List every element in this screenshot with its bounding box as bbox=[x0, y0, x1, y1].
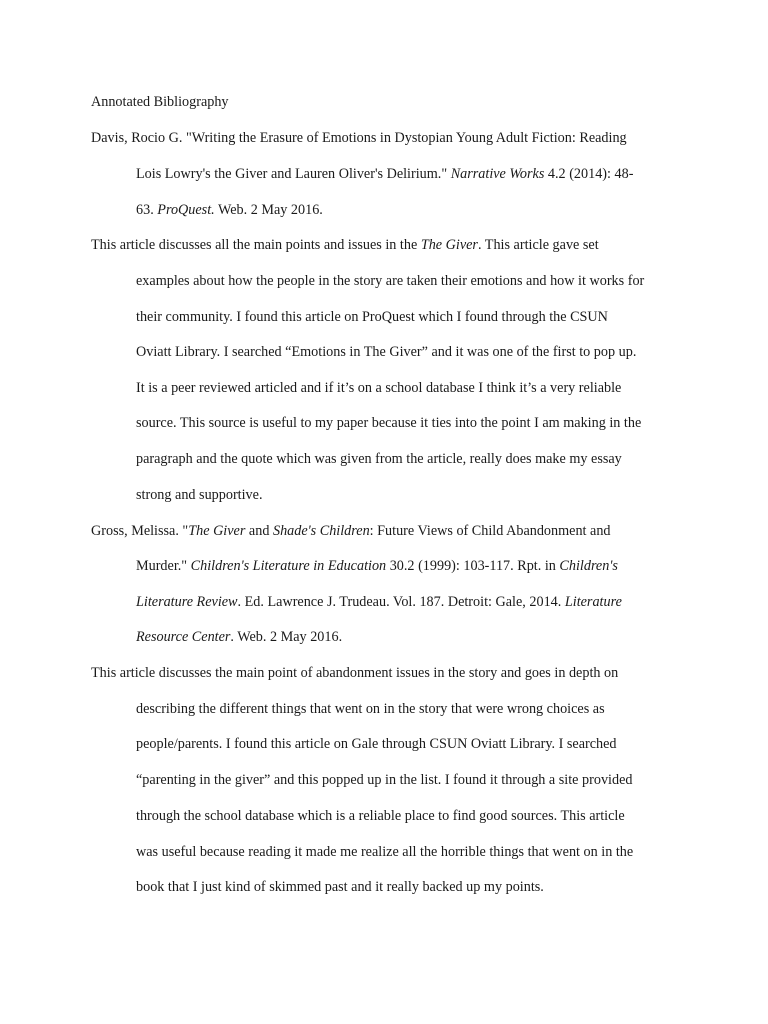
annotation-line: This article discusses all the main points and issues in the The Giver. This article gave set bbox=[91, 237, 599, 253]
annotation-line: paragraph and the quote which was given from the article, really does make my essay bbox=[136, 451, 622, 467]
annotation-line: through the school database which is a reliable place to find good sources. This article bbox=[136, 808, 625, 824]
annotation-line: their community. I found this article on ProQuest which I found through the CSUN bbox=[136, 309, 608, 325]
journal-title: Narrative Works bbox=[450, 166, 545, 182]
book-title: Shade's Children bbox=[272, 523, 370, 539]
annotation-line: source. This source is useful to my paper because it ties into the point I am making in the bbox=[136, 415, 642, 431]
annotation-line: “parenting in the giver” and this popped up in the list. I found it through a site provided bbox=[136, 772, 633, 788]
book-title: The Giver bbox=[188, 523, 246, 539]
database-name: Resource Center bbox=[136, 629, 231, 645]
citation-line: Davis, Rocio G. "Writing the Erasure of Emotions in Dystopian Young Adult Fiction: Reading bbox=[91, 130, 627, 146]
database-name: Literature bbox=[564, 594, 622, 610]
annotation-line: describing the different things that went on in the story that were wrong choices as bbox=[136, 701, 605, 717]
annotation-line: This article discusses the main point of abandonment issues in the story and goes in depth on bbox=[91, 665, 619, 681]
database-name: ProQuest. bbox=[157, 202, 215, 218]
annotation-line: Oviatt Library. I searched “Emotions in The Giver” and it was one of the first to pop up. bbox=[136, 344, 637, 360]
annotation-line: It is a peer reviewed articled and if it’s on a school database I think it’s a very reliable bbox=[136, 380, 622, 396]
annotation-line: was useful because reading it made me realize all the horrible things that went on in the bbox=[136, 844, 634, 860]
journal-title: Children's Literature in Education bbox=[190, 558, 387, 574]
citation-line: Lois Lowry's the Giver and Lauren Oliver's Delirium." Narrative Works 4.2 (2014): 48- bbox=[136, 166, 634, 182]
source-title: Literature Review bbox=[136, 594, 238, 610]
annotation-line: book that I just kind of skimmed past and it really backed up my points. bbox=[136, 879, 544, 895]
citation-line: Gross, Melissa. "The Giver and Shade's Children: Future Views of Child Abandonment and bbox=[91, 523, 611, 539]
annotation-line: strong and supportive. bbox=[136, 487, 263, 503]
document-title: Annotated Bibliography bbox=[91, 94, 229, 110]
book-title: The Giver bbox=[420, 237, 478, 253]
citation-line: Resource Center. Web. 2 May 2016. bbox=[136, 629, 343, 645]
annotation-line: people/parents. I found this article on Gale through CSUN Oviatt Library. I searched bbox=[136, 736, 617, 752]
source-title: Children's bbox=[559, 558, 618, 574]
citation-line: Literature Review. Ed. Lawrence J. Trudeau. Vol. 187. Detroit: Gale, 2014. Literature bbox=[136, 594, 622, 610]
citation-line: 63. ProQuest. Web. 2 May 2016. bbox=[136, 202, 323, 218]
annotation-line: examples about how the people in the story are taken their emotions and how it works for bbox=[136, 273, 645, 289]
citation-line: Murder." Children's Literature in Education 30.2 (1999): 103-117. Rpt. in Children's bbox=[136, 558, 618, 574]
